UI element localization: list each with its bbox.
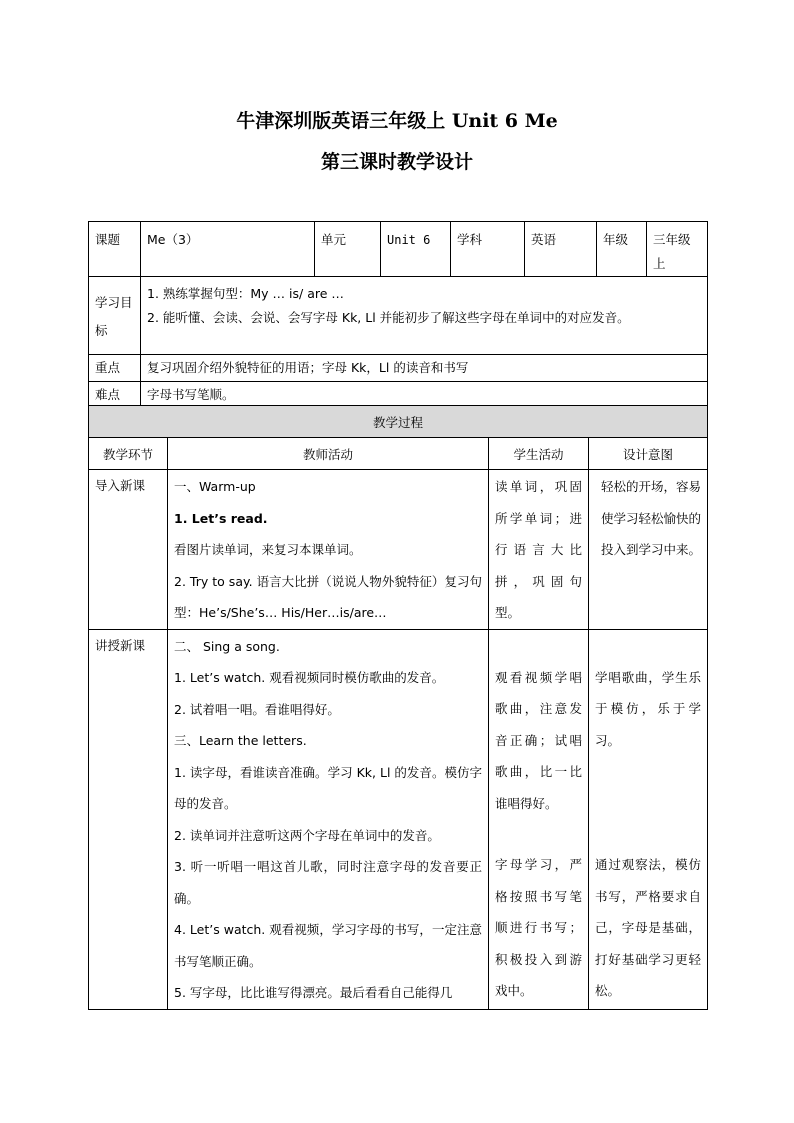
teaching-process-table (88, 405, 708, 1010)
process-title: 教学过程 (89, 406, 708, 438)
topic-label: 课题 (89, 222, 141, 277)
design-intent-a: 学唱歌曲，学生乐于模仿，乐于学习。 (595, 669, 702, 748)
student-activity-cell: 读单词，巩固所学单词；进行语言大比拼，巩固句型。 (489, 470, 589, 630)
teacher-step: 4. Let’s watch. 观看视频，学习字母的书写，一定注意书写笔顺正确。 (174, 922, 482, 969)
subject-label: 学科 (451, 222, 525, 277)
teacher-step: 3. 听一听唱一唱这首儿歌，同时注意字母的发音要正确。 (174, 859, 482, 906)
design-intent-cell: 轻松的开场，容易使学习轻松愉快的投入到学习中来。 (589, 470, 708, 630)
teacher-step: 看图片读单词，来复习本课单词。 (174, 542, 362, 557)
info-row-objectives (89, 277, 708, 355)
design-intent-cell (589, 629, 708, 1009)
teacher-step: 二、 Sing a song. (174, 638, 280, 654)
objectives-label: 学习目标 (89, 277, 141, 355)
document-subtitle: 第三课时教学设计 (320, 151, 473, 173)
key-label: 重点 (89, 355, 141, 382)
key-value: 复习巩固介绍外貌特征的用语；字母 Kk，Ll 的读音和书写 (141, 355, 708, 382)
lesson-info-table (88, 221, 708, 409)
teacher-step: 2. 读单词并注意听这两个字母在单词中的发音。 (174, 827, 440, 843)
subject-value: 英语 (525, 222, 597, 277)
unit-label: 单元 (315, 222, 381, 277)
objective-item: 1. 熟练掌握句型：My … is/ are … (147, 286, 344, 301)
info-row-key-points (89, 355, 708, 382)
stage-cell: 导入新课 (89, 470, 168, 630)
teacher-step: 1. Let’s watch. 观看视频同时模仿歌曲的发音。 (174, 670, 445, 685)
teacher-step: 1. 读字母，看谁读音准确。学习 Kk, Ll 的发音。模仿字母的发音。 (174, 764, 482, 811)
design-intent-b: 通过观察法，模仿书写，严格要求自己，字母是基础，打好基础学习更轻松。 (595, 857, 702, 998)
header-student: 学生活动 (489, 438, 589, 470)
student-activity-a: 观看视频学唱歌曲，注意发音正确；试唱歌曲，比一比谁唱得好。 (495, 669, 582, 811)
unit-value: Unit 6 (381, 222, 451, 277)
difficulty-label: 难点 (89, 382, 141, 409)
process-section-header (89, 406, 708, 438)
header-stage: 教学环节 (89, 438, 168, 470)
document-title: 牛津深圳版英语三年级上 Unit 6 Me (236, 110, 558, 132)
teacher-step: 5. 写字母，比比谁写得漂亮。最后看看自己能得几 (174, 985, 453, 1000)
teacher-step: 三、Learn the letters. (174, 733, 307, 748)
process-column-headers (89, 438, 708, 470)
teacher-activity-cell (168, 629, 489, 1009)
teacher-step: 1. Let’s read. (174, 510, 268, 526)
topic-value: Me（3） (141, 222, 315, 277)
teacher-step: 2. Try to say. 语言大比拼（说说人物外貌特征）复习句型：He’s/She’s… His/Her…is/are… (174, 573, 482, 620)
student-activity-b: 字母学习，严格按照书写笔顺进行书写；积极投入到游戏中。 (495, 857, 582, 998)
objective-item: 2. 能听懂、会读、会说、会写字母 Kk, Ll 并能初步了解这些字母在单词中的对应发音。 (147, 310, 630, 325)
info-row-topic (89, 222, 708, 277)
teacher-activity-cell (168, 470, 489, 630)
header-intent: 设计意图 (589, 438, 708, 470)
grade-label: 年级 (597, 222, 647, 277)
header-teacher: 教师活动 (168, 438, 489, 470)
stage-cell: 讲授新课 (89, 629, 168, 1009)
student-activity-cell (489, 629, 589, 1009)
teacher-step: 一、Warm-up (174, 479, 256, 494)
process-row-new-lesson (89, 629, 708, 1009)
process-row-intro (89, 470, 708, 630)
difficulty-value: 字母书写笔顺。 (141, 382, 708, 409)
grade-value: 三年级上 (647, 222, 708, 277)
objectives-list (141, 277, 708, 355)
teacher-step: 2. 试着唱一唱。看谁唱得好。 (174, 701, 340, 717)
